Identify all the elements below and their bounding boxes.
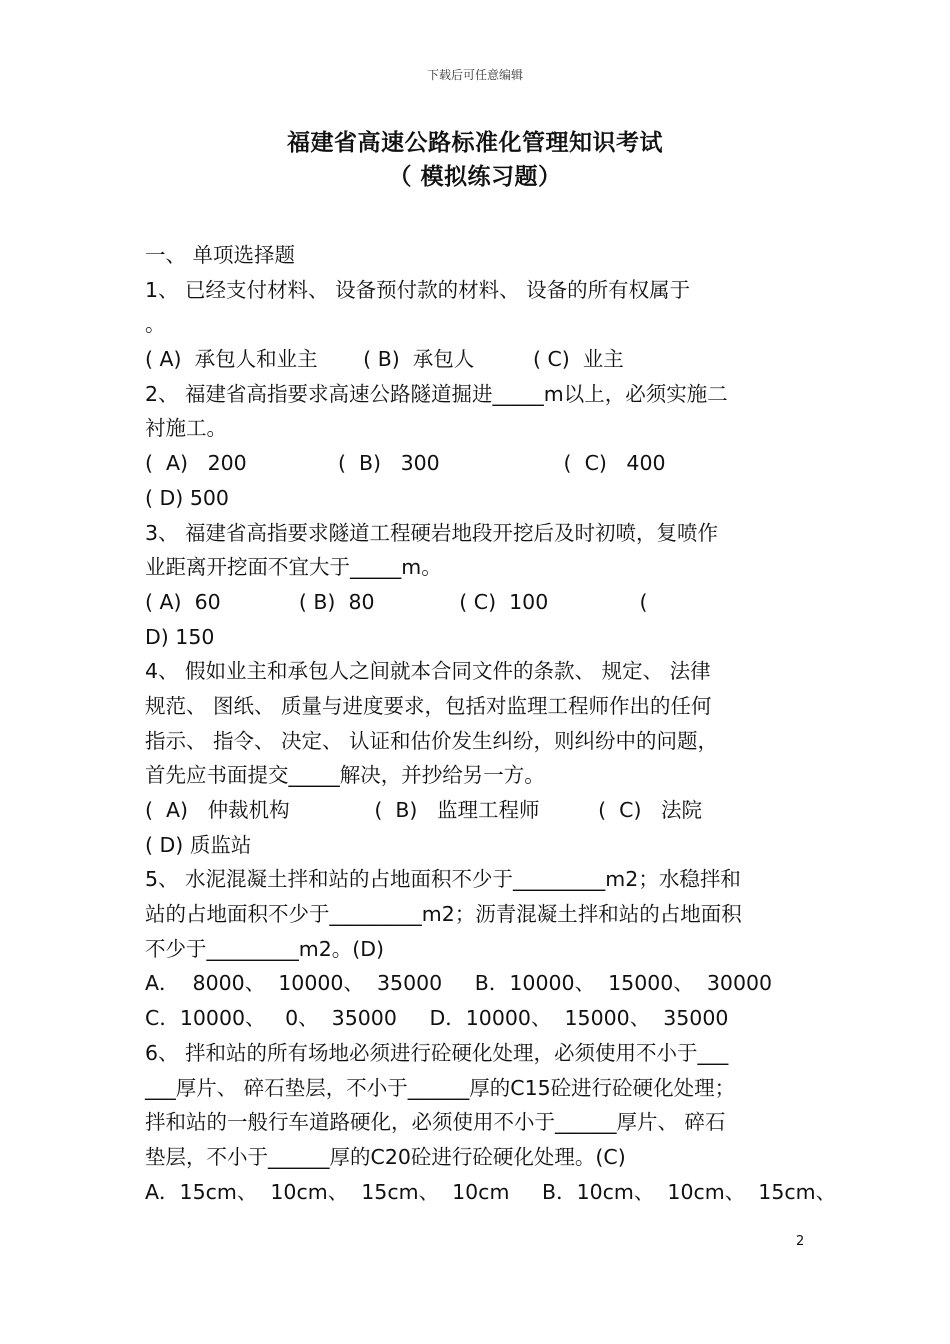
text-line: 垫层，不小于______厚的C20砼进行砼硬化处理。(C) bbox=[145, 1144, 626, 1169]
text-line: 拌和站的一般行车道路硬化，必须使用不小于______厚片、 碎石 bbox=[145, 1110, 726, 1135]
text-line: A． 8000、 10000、 35000 B．10000、 15000、 30000 bbox=[145, 971, 773, 996]
text-line: 首先应书面提交_____解决，并抄给另一方。 bbox=[145, 763, 545, 788]
text-line: 不少于_________m2。(D) bbox=[145, 936, 385, 961]
question-body bbox=[145, 238, 837, 1209]
text-line: ( A) 仲裁机构 ( B) 监理工程师 ( C) 法院 bbox=[145, 798, 702, 822]
text-line: ( D) 500 bbox=[145, 485, 229, 510]
text-line: 规范、 图纸、 质量与进度要求，包括对监理工程师作出的任何 bbox=[145, 693, 712, 718]
text-line: 指示、 指令、 决定、 认证和估价发生纠纷，则纠纷中的问题， bbox=[145, 728, 719, 753]
text-line: ___厚片、 碎石垫层，不小于______厚的C15砼进行砼硬化处理； bbox=[145, 1075, 736, 1100]
document-title: 福建省高速公路标准化管理知识考试 bbox=[287, 130, 663, 156]
text-line: A．15cm、 10cm、 15cm、 10cm B．10cm、 10cm、 15cm、 bbox=[145, 1179, 837, 1204]
text-line: C．10000、 0、 35000 D．10000、 15000、 35000 bbox=[145, 1006, 729, 1031]
text-line: 5、 水泥混凝土拌和站的占地面积不少于_________m2；水稳拌和 bbox=[145, 867, 741, 892]
text-line: ( D) 质监站 bbox=[145, 832, 252, 857]
text-line: ( A) 60 ( B) 80 ( C) 100 ( bbox=[145, 589, 648, 614]
text-line: 3、 福建省高指要求隧道工程硬岩地段开挖后及时初喷，复喷作 bbox=[145, 520, 719, 545]
text-line: 衬施工。 bbox=[145, 416, 227, 441]
text-line: 站的占地面积不少于_________m2；沥青混凝土拌和站的占地面积 bbox=[145, 902, 742, 927]
text-line: ( A) 200 ( B) 300 ( C) 400 bbox=[145, 451, 666, 476]
text-line: 。 bbox=[145, 312, 166, 337]
text-line: 1、 已经支付材料、 设备预付款的材料、 设备的所有权属于 bbox=[145, 277, 691, 302]
text-line: 2、 福建省高指要求高速公路隧道掘进_____m以上，必须实施二 bbox=[145, 381, 728, 406]
text-line: D) 150 bbox=[145, 624, 215, 649]
section-heading: 一、 单项选择题 bbox=[145, 243, 296, 267]
text-line: 4、 假如业主和承包人之间就本合同文件的条款、 规定、 法律 bbox=[145, 659, 711, 684]
header-note: 下载后可任意编辑 bbox=[426, 68, 523, 82]
page-number: 2 bbox=[796, 1234, 805, 1249]
document-subtitle: （ 模拟练习题） bbox=[388, 164, 562, 190]
text-line: ( A) 承包人和业主 ( B) 承包人 ( C) 业主 bbox=[145, 347, 624, 372]
text-line: 业距离开挖面不宜大于_____m。 bbox=[145, 555, 442, 580]
text-line: 6、 拌和站的所有场地必须进行砼硬化处理，必须使用不小于___ bbox=[145, 1040, 729, 1065]
